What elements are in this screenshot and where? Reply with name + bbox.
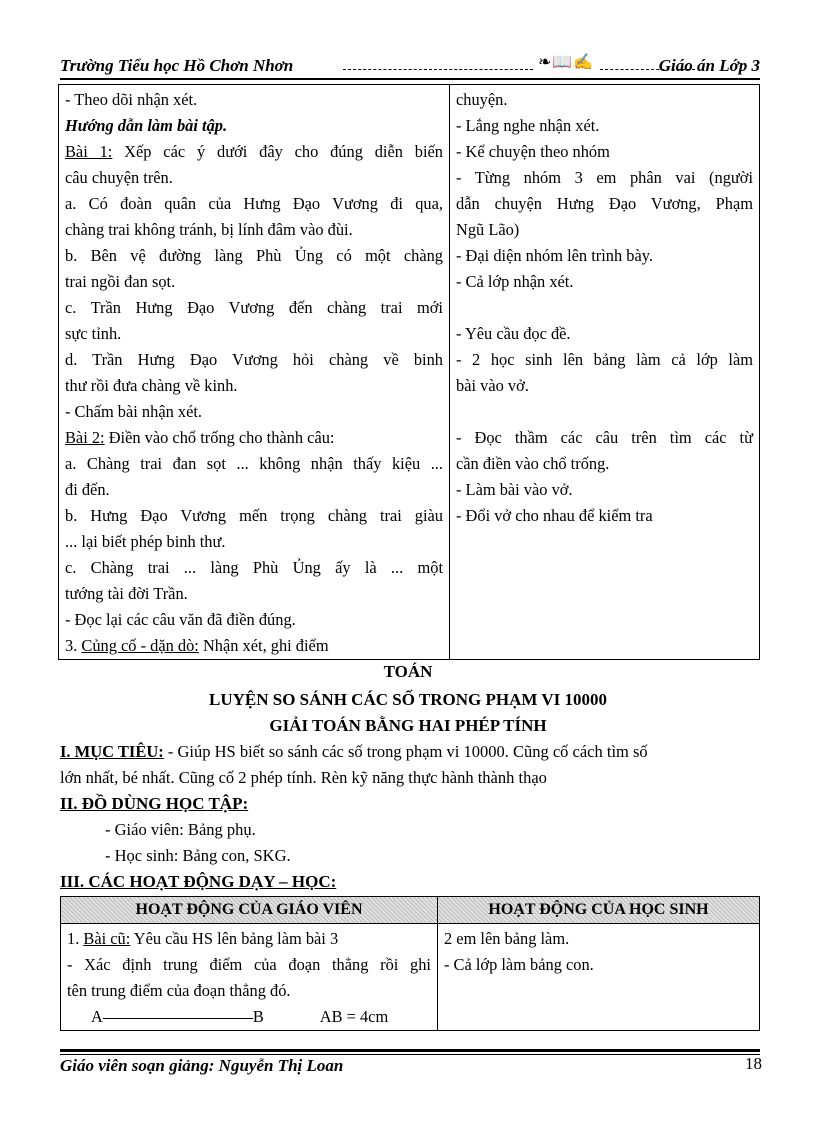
exercise-1-text: Xếp các ý dưới đây cho đúng diễn biến (112, 142, 443, 161)
subject-title: TOÁN (383, 662, 433, 681)
footer-rule-thin (60, 1054, 760, 1055)
book-ornament-icon: ❧📖✍ (538, 54, 595, 71)
text-line: b. Bên vệ đường làng Phù Ủng có một chàng (65, 246, 443, 265)
review-line (67, 926, 431, 952)
text-line: - Theo dõi nhận xét. (65, 90, 198, 109)
text-line: - Lắng nghe nhận xét. (456, 116, 600, 135)
text-line: ... lại biết phép binh thư. (65, 532, 226, 551)
text-line: - Cả lớp làm bảng con. (444, 955, 594, 974)
exercise-2-label: Bài 2: (65, 428, 105, 447)
consolidation-label: Củng cố - dặn dò: (81, 636, 199, 655)
objectives-label: I. MỤC TIÊU: (60, 742, 164, 761)
review-label: Bài cũ: (83, 929, 131, 948)
text-line: trai ngồi đan sọt. (65, 272, 176, 291)
objectives-text-2: lớn nhất, bé nhất. Cũng cố 2 phép tính. Rèn kỹ năng thực hành thành thạo (60, 768, 547, 787)
activities-heading (60, 872, 336, 892)
student-activity-cell (438, 924, 760, 1031)
review-prefix: 1. (67, 929, 84, 948)
text-line: - Làm bài vào vở. (456, 480, 573, 499)
activity-table-continued (58, 84, 760, 660)
blank-line (456, 399, 753, 425)
text-line: - Đại diện nhóm lên trình bày. (456, 246, 653, 265)
school-name: Trường Tiểu học Hồ Chơn Nhơn (60, 56, 294, 75)
point-a-label: A (91, 1007, 103, 1026)
text-line: câu chuyện trên. (65, 168, 173, 187)
text-line: - Xác định trung điểm của đoạn thẳng rồi ghi (67, 955, 431, 974)
text-line: b. Hưng Đạo Vương mến trọng chàng trai giàu (65, 506, 443, 525)
teacher-column-header: HOẠT ĐỘNG CỦA GIÁO VIÊN (61, 897, 438, 924)
page-number: 18 (745, 1054, 762, 1073)
grade-label: Giáo án Lớp 3 (658, 56, 760, 75)
text-line: c. Trần Hưng Đạo Vương đến chàng trai mới (65, 298, 443, 317)
materials-label: II. ĐỒ DÙNG HỌC TẬP: (60, 794, 249, 813)
student-activities-cell (450, 85, 760, 660)
text-line: chuyện. (456, 90, 508, 109)
blank-line (456, 295, 753, 321)
text-line: c. Chàng trai ... làng Phù Ủng ấy là ... một (65, 558, 443, 577)
text-line: - Từng nhóm 3 em phân vai (người (456, 168, 753, 187)
teacher-name: Giáo viên soạn giảng: Nguyễn Thị Loan (60, 1056, 344, 1075)
text-line: sực tỉnh. (65, 324, 122, 343)
text-line: tên trung điểm của đoạn thẳng đó. (67, 981, 291, 1000)
text-line: - Đọc lại các câu văn đã điền đúng. (65, 610, 296, 629)
text-line: tướng tài đời Trần. (65, 584, 188, 603)
text-line: - Kể chuyện theo nhóm (456, 142, 610, 161)
text-line: - 2 học sinh lên bảng làm cả lớp làm (456, 350, 753, 369)
text-line: - Chấm bài nhận xét. (65, 402, 203, 421)
segment-ab (103, 1018, 253, 1019)
text-line: đi đến. (65, 480, 110, 499)
text-line: Ngũ Lão) (456, 220, 520, 239)
footer-rule-thick (60, 1049, 760, 1052)
materials-teacher: - Giáo viên: Bảng phụ. (105, 820, 256, 839)
header-rule (60, 78, 760, 80)
consolidation-text: Nhận xét, ghi điểm (198, 636, 329, 655)
objectives-text: - Giúp HS biết so sánh các số trong phạm vi 10000. Cũng cố cách tìm số (163, 742, 648, 761)
text-line: - Yêu cầu đọc đề. (456, 324, 571, 343)
lesson-title-2: GIẢI TOÁN BẰNG HAI PHÉP TÍNH (269, 716, 547, 735)
text-line: thư rồi đưa chàng về kinh. (65, 376, 238, 395)
text-line: chàng trai không tránh, bị lính đâm vào đùi. (65, 220, 353, 239)
student-column-header: HOẠT ĐỘNG CỦA HỌC SINH (438, 897, 760, 924)
teacher-activity-cell (61, 924, 438, 1031)
text-line: bài vào vở. (456, 376, 529, 395)
exercise-guide-heading: Hướng dẫn làm bài tập. (65, 116, 228, 135)
consolidation-line (65, 633, 443, 659)
page-header (60, 56, 760, 80)
activities-label: III. CÁC HOẠT ĐỘNG DẠY – HỌC: (60, 872, 337, 891)
lesson-title-1: LUYỆN SO SÁNH CÁC SỐ TRONG PHẠM VI 10000 (209, 690, 607, 709)
header-dash-left (343, 69, 533, 70)
activity-table (60, 896, 760, 1031)
text-line: - Cả lớp nhận xét. (456, 272, 574, 291)
segment-line (67, 1004, 431, 1030)
text-line: cần điền vào chổ trống. (456, 454, 610, 473)
objectives-line (60, 742, 648, 762)
exercise-2-text: Điền vào chổ trống cho thành câu: (104, 428, 335, 447)
text-line: dẫn chuyện Hưng Đạo Vương, Phạm (456, 194, 753, 213)
exercise-1-line (65, 139, 443, 165)
materials-student: - Học sinh: Bảng con, SKG. (105, 846, 291, 865)
text-line: a. Có đoàn quân của Hưng Đạo Vương đi qua, (65, 194, 443, 213)
review-text: Yêu cầu HS lên bảng làm bài 3 (130, 929, 339, 948)
text-line: - Đổi vở cho nhau để kiểm tra (456, 506, 653, 525)
exercise-2-line (65, 425, 443, 451)
text-line: a. Chàng trai đan sọt ... không nhận thấy kiệu ... (65, 454, 443, 473)
segment-length: AB = 4cm (319, 1007, 389, 1026)
teacher-activities-cell (59, 85, 450, 660)
materials-heading (60, 794, 248, 814)
exercise-1-label: Bài 1: (65, 142, 113, 161)
text-line: - Đọc thầm các câu trên tìm các từ (456, 428, 753, 447)
consolidation-prefix: 3. (65, 636, 82, 655)
point-b-label: B (252, 1007, 264, 1026)
text-line: d. Trần Hưng Đạo Vương hỏi chàng về binh (65, 350, 443, 369)
text-line: 2 em lên bảng làm. (444, 929, 570, 948)
